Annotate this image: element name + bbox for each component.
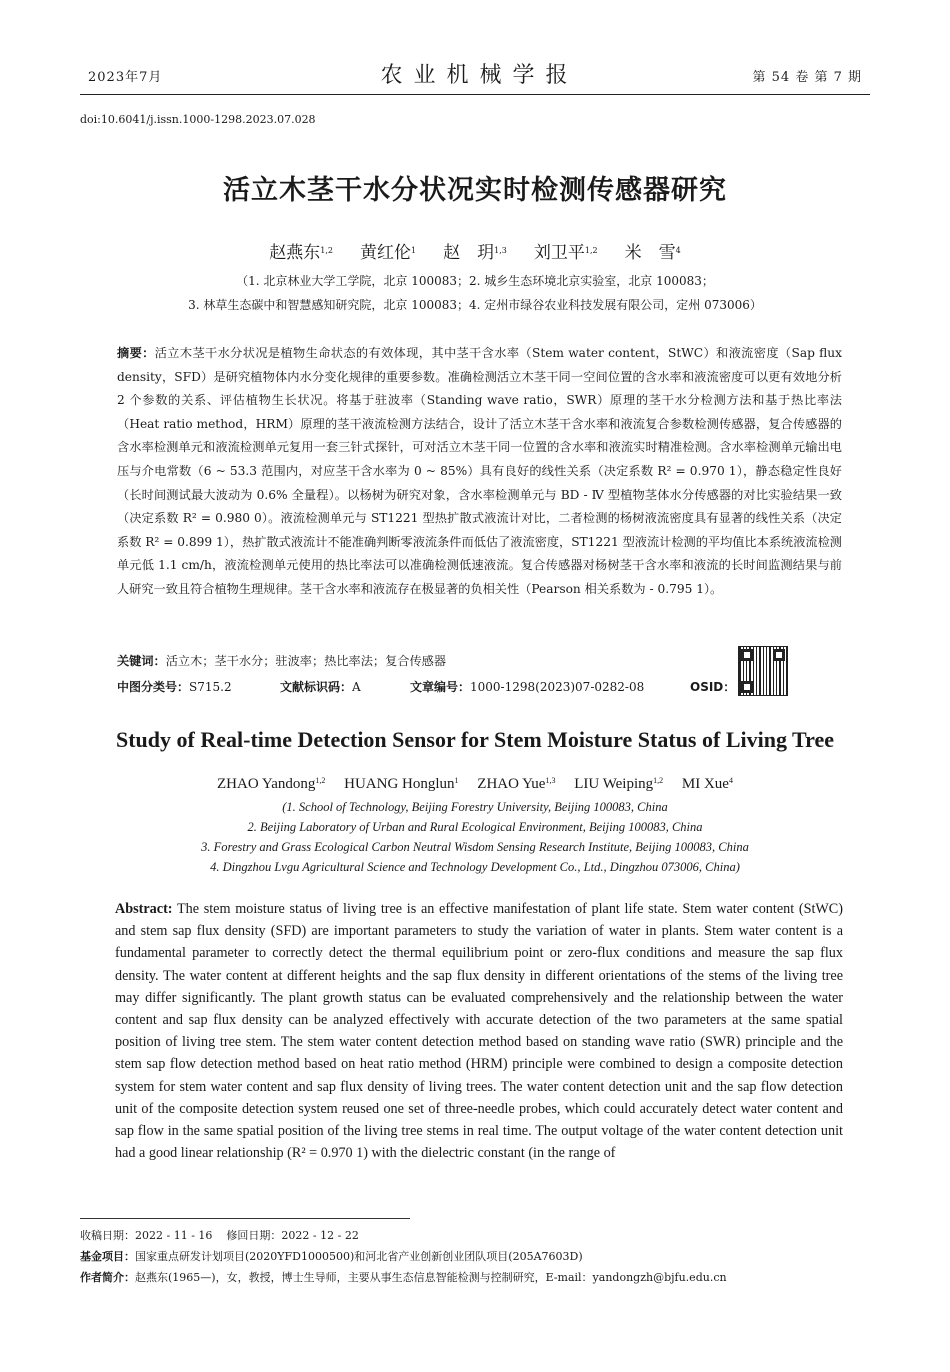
affiliation-en-4: 4. Dingzhou Lvgu Agricultural Science and Technology Development Co., Ltd., Dingzhou 073006, China) <box>210 860 740 874</box>
header-volume: 第 54 卷 第 7 期 <box>752 70 862 85</box>
authors-en <box>0 776 950 793</box>
classification-clc: 中图分类号：S715.2 <box>117 680 232 694</box>
footnote-author: 作者简介：赵燕东(1965—)，女，教授，博士生导师，主要从事生态信息智能检测与控制研究，E-mail：yandongzh@bjfu.edu.cn <box>80 1271 727 1284</box>
classification-doc: 文献标识码：A <box>280 680 361 694</box>
author-en: HUANG Honglun$^1$ <box>344 776 459 792</box>
affiliation-en-2: 2. Beijing Laboratory of Urban and Rural Ecological Environment, Beijing 100083, China <box>247 820 703 834</box>
affiliation-en-3: 3. Forestry and Grass Ecological Carbon Neutral Wisdom Sensing Research Institute, Beijing 100083, China <box>201 840 749 854</box>
affiliation-cn-1: （1. 北京林业大学工学院，北京 100083；2. 城乡生态环境北京实验室，北京 100083； <box>236 274 714 288</box>
title-cn: 活立木茎干水分状况实时检测传感器研究 <box>223 175 727 206</box>
author-en: ZHAO Yue$^{1,3}$ <box>477 776 556 792</box>
abstract-cn-label: 摘要： <box>117 346 155 360</box>
author-cn: 刘卫平$^{1,2}$ <box>533 243 598 263</box>
footnote-fund: 基金项目：国家重点研发计划项目(2020YFD1000500)和河北省产业创新创业团队项目(205A7603D) <box>80 1250 583 1263</box>
author-en: ZHAO Yandong$^{1,2}$ <box>217 776 326 792</box>
header-date: 2023年7月 <box>88 70 163 85</box>
abstract-en-text: The stem moisture status of living tree is an effective manifestation of plant life state. Stem water content (StWC) and stem sap flux density (SFD) are important parameters to study the variation of water in plants. Stem water content is a fundamental parameter to correctly detect the thermal equilibrium point or zero-flux conditions and measure the sap flux density. The water content at different heights and the sap flux density in different orientations of the stems of the living tree may differ significantly. The plant growth status can be evaluated comprehensively and the relationship between the water content and sap flux density can be analyzed effectively with accurate detection of the two parameters at the same spatial position of living tree stem. The stem water content detection method based on standing wave ratio (SWR) principle and the stem sap flow detection method based on heat ratio method (HRM) principle were combined to design a composite detection system for stem water content and sap flux density of living trees. The water content detection unit and the sap flow detection unit of the composite detection system reused one set of three-needle probes, which could accurately detect water content and sap flow in the same spatial position of the living tree stems in real time. The output voltage of the water content detection unit had a good linear relationship (R² = 0.970 1) with the dielectric constant (in the range of <box>115 901 843 1162</box>
osid: OSID： <box>690 680 736 694</box>
journal-title: 农 业 机 械 学 报 <box>380 63 570 88</box>
title-en: Study of Real-time Detection Sensor for Stem Moisture Status of Living Tree <box>116 727 834 752</box>
abstract-cn <box>117 342 842 602</box>
classification-article: 文章编号：1000-1298(2023)07-0282-08 <box>410 680 645 694</box>
author-cn: 黄红伦$^1$ <box>360 243 417 263</box>
abstract-en-label: Abstract: <box>115 901 173 917</box>
footnote-rule <box>80 1218 410 1219</box>
footnote-dates: 收稿日期：2022 - 11 - 16 修回日期：2022 - 12 - 22 <box>80 1229 359 1242</box>
header-rule <box>80 94 870 95</box>
author-en: LIU Weiping$^{1,2}$ <box>574 776 664 792</box>
doi[interactable]: doi:10.6041/j.issn.1000-1298.2023.07.028 <box>80 113 316 126</box>
abstract-cn-text: 活立木茎干水分状况是植物生命状态的有效体现，其中茎干含水率（Stem water content，StWC）和液流密度（Sap flux density，SFD）是研究植物体内水分变化规律的重要参数。准确检测活立木茎干同一空间位置的含水率和液流密度可以更有效地分析 2 个参数的关系、评估植物生长状况。将基于驻波率（Standing wave ratio，SWR）原理的茎干水分检测方法和基于热比率法（Heat ratio method，HRM）原理的茎干液流检测方法结合，设计了活立木茎干含水率和液流复合参数检测传感器，复合传感器的含水率检测单元和液流检测单元复用一套三针式探针，可对活立木茎干同一位置的含水率和液流实时精准检测。含水率检测单元输出电压与介电常数（6 ~ 53.3 范围内，对应茎干含水率为 0 ~ 85%）具有良好的线性关系（决定系数 R² = 0.970 1），静态稳定性良好（长时间测试最大波动为 0.6% 全量程）。以杨树为研究对象，含水率检测单元与 BD - Ⅳ 型植物茎体水分传感器的对比实验结果一致（决定系数 R² = 0.980 0）。液流检测单元与 ST1221 型热扩散式液流计对比，二者检测的杨树液流密度具有显著的线性关系（决定系数 R² = 0.899 1），热扩散式液流计不能准确判断零液流条件而低估了液流密度，ST1221 型液流计检测的平均值比本系统液流检测单元低 1.1 cm/h，液流检测单元使用的热比率法可以准确检测低速液流。复合传感器对杨树茎干含水率和液流的长时间监测结果与前人研究一致且符合植物生理规律。茎干含水率和液流存在极显著的负相关性（Pearson 相关系数为 - 0.795 1）。 <box>117 346 843 596</box>
author-en: MI Xue$^4$ <box>681 776 733 792</box>
author-cn: 赵 玥$^{1,3}$ <box>443 243 507 263</box>
qr-code-icon[interactable] <box>738 646 788 696</box>
keywords-cn <box>117 652 446 669</box>
author-cn: 赵燕东$^{1,2}$ <box>269 243 333 263</box>
abstract-en <box>115 898 843 1164</box>
author-cn: 米 雪$^4$ <box>624 243 681 263</box>
authors-cn <box>0 238 950 263</box>
keywords-text: 活立木；茎干水分；驻波率；热比率法；复合传感器 <box>165 654 447 668</box>
affiliation-en-1: (1. School of Technology, Beijing Forestry University, Beijing 100083, China <box>282 800 668 814</box>
keywords-label: 关键词： <box>117 654 166 668</box>
affiliation-cn-2: 3. 林草生态碳中和智慧感知研究院，北京 100083；4. 定州市绿谷农业科技发展有限公司，定州 073006） <box>188 298 762 312</box>
